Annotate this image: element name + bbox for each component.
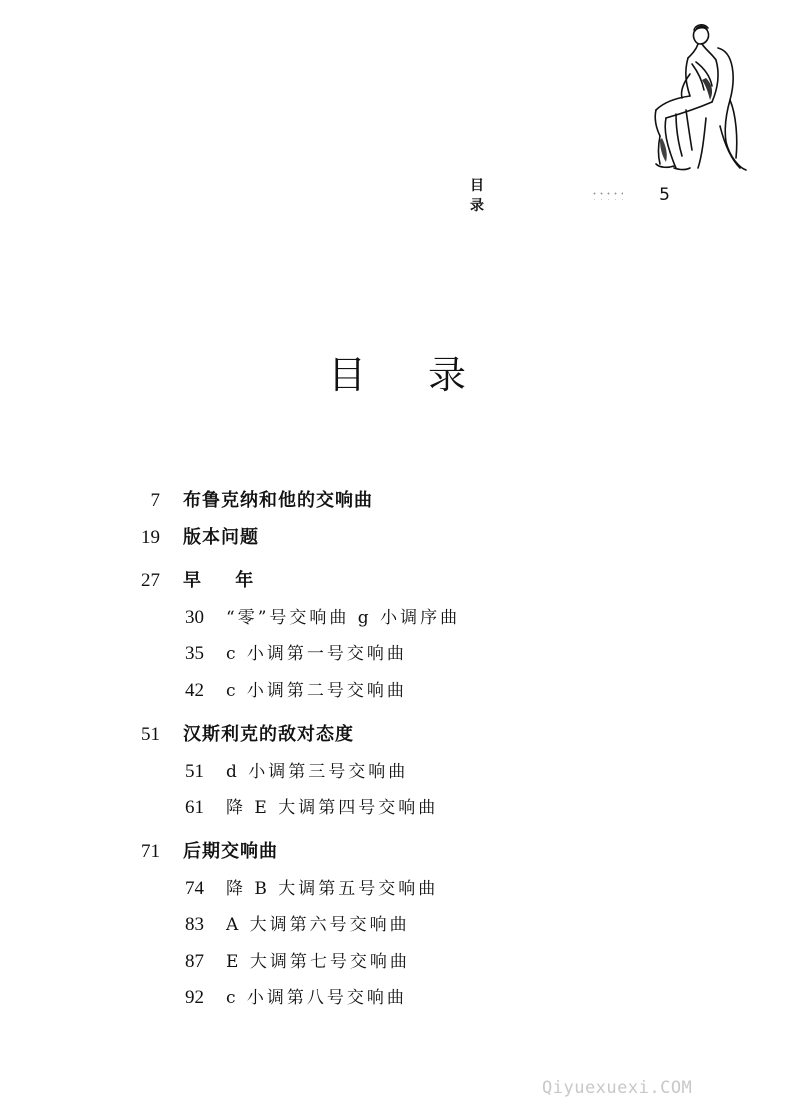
toc-entry-title: 早 年 (183, 570, 268, 591)
toc-page-number: 74 (185, 878, 204, 899)
toc-entry-title: 版本问题 (183, 527, 259, 548)
toc-entry[interactable] (0, 948, 794, 976)
toc-page-number: 27 (141, 570, 160, 591)
watermark: Qiyuexuexi.COM (542, 1078, 693, 1098)
toc-page-number: 87 (185, 951, 204, 972)
toc-entry[interactable] (0, 604, 794, 632)
toc-page-number: 71 (141, 841, 160, 862)
toc-entry[interactable] (0, 721, 794, 749)
header-dots (591, 190, 623, 200)
toc-entry-title: 汉斯利克的敌对态度 (183, 724, 354, 745)
toc-entry-title: 降 E 大调第四号交响曲 (226, 798, 439, 818)
toc-entry[interactable] (0, 524, 794, 552)
toc-entry[interactable] (0, 984, 794, 1012)
toc-entry[interactable] (0, 640, 794, 668)
toc-entry[interactable] (0, 677, 794, 705)
toc-entry[interactable] (0, 794, 794, 822)
toc-entry-title: E 大调第七号交响曲 (226, 952, 410, 972)
toc-entry[interactable] (0, 758, 794, 786)
toc-entry-title: c 小调第二号交响曲 (226, 681, 407, 701)
toc-page-number: 51 (141, 724, 160, 745)
toc-entry-title: 布鲁克纳和他的交响曲 (183, 490, 373, 511)
toc-entry[interactable] (0, 838, 794, 866)
toc-page-number: 42 (185, 680, 204, 701)
toc-entry-title: “零”号交响曲 g 小调序曲 (226, 608, 461, 628)
toc-page-number: 51 (185, 761, 204, 782)
toc-entry[interactable] (0, 875, 794, 903)
seated-woman-illustration (636, 18, 752, 176)
toc-entry-title: 降 B 大调第五号交响曲 (226, 879, 439, 899)
toc-entry[interactable] (0, 911, 794, 939)
toc-page-number: 7 (150, 490, 160, 511)
toc-entry-title: A 大调第六号交响曲 (226, 915, 410, 935)
toc-page-number: 92 (185, 987, 204, 1008)
running-header (470, 178, 670, 214)
toc-page-number: 35 (185, 643, 204, 664)
toc-page-number: 61 (185, 797, 204, 818)
toc-entry-title: c 小调第八号交响曲 (226, 988, 407, 1008)
toc-entry[interactable] (0, 487, 794, 515)
page-title: 目录 (327, 353, 528, 397)
toc-page-number: 30 (185, 607, 204, 628)
toc-entry-title: 后期交响曲 (183, 841, 278, 862)
toc-page-number: 19 (141, 527, 160, 548)
toc-entry[interactable] (0, 567, 794, 595)
toc-page-number: 83 (185, 914, 204, 935)
toc-entry-title: c 小调第一号交响曲 (226, 644, 407, 664)
toc-entry-title: d 小调第三号交响曲 (226, 762, 409, 782)
page-number: 5 (659, 185, 670, 205)
running-title: 目 录 (470, 178, 506, 214)
